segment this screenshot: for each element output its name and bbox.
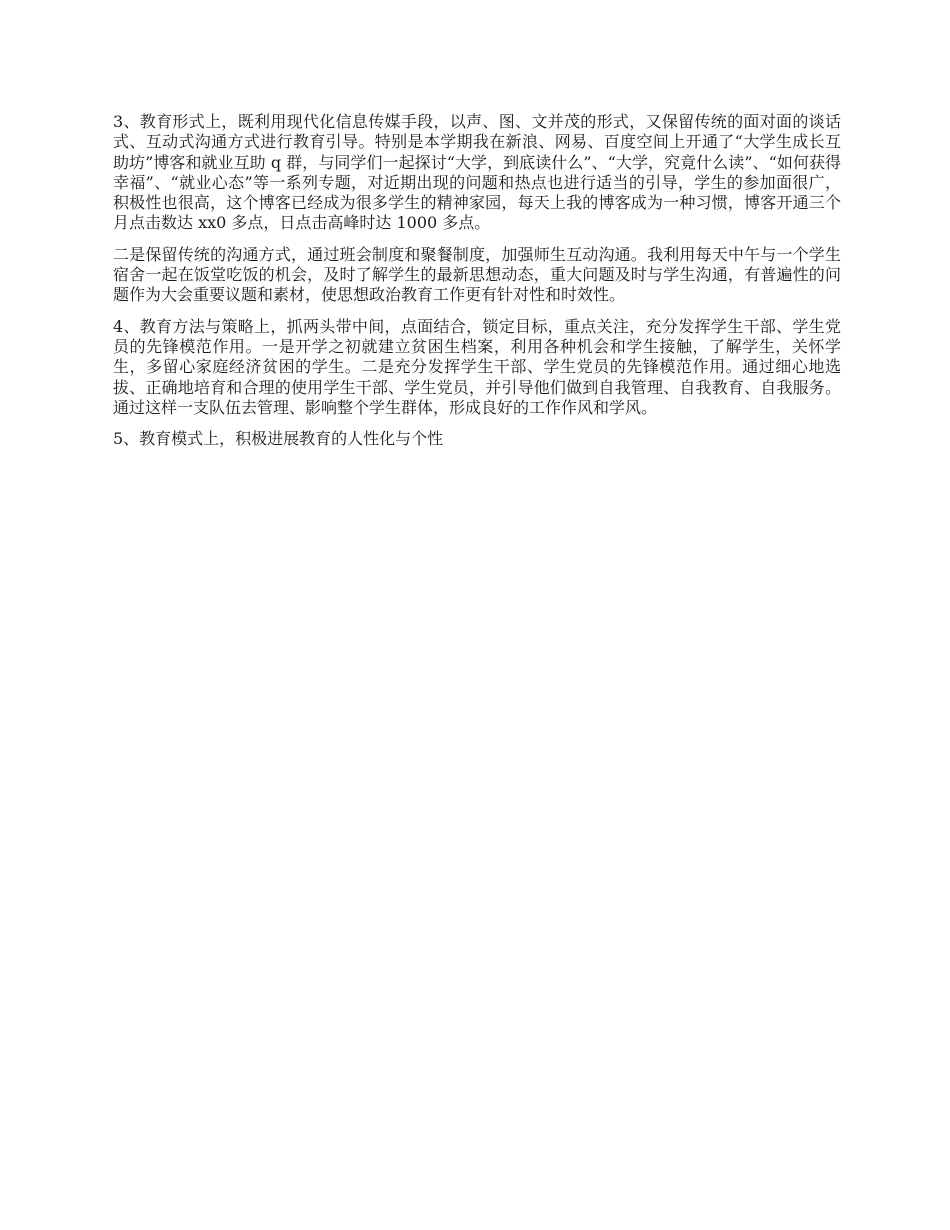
paragraph-traditional-communication: 二是保留传统的沟通方式，通过班会制度和聚餐制度，加强师生互动沟通。我利用每天中午与一个学生宿舍一起在饭堂吃饭的机会，及时了解学生的最新思想动态，重大问题及时与学生沟通，有普遍性的问题作为大会重要议题和素材，使思想政治教育工作更有针对性和时效性。 [113,244,841,305]
paragraph-education-model: 5、教育模式上，积极进展教育的人性化与个性 [113,429,444,449]
paragraph-education-format: 3、教育形式上，既利用现代化信息传媒手段，以声、图、文并茂的形式，又保留传统的面对面的谈话式、互动式沟通方式进行教育引导。特别是本学期我在新浪、网易、百度空间上开通了“大学生成长互助坊”博客和就业互助 q 群，与同学们一起探讨“大学，到底读什么”、“大学，究竟什么读”、“如何获得幸福”、“就业心态”等一系列专题，对近期出现的问题和热点也进行适当的引导，学生的参加面很广，积极性也很高，这个博客已经成为很多学生的精神家园，每天上我的博客成为一种习惯，博客开通三个月点击数达 xx0 多点，日点击高峰时达 1000 多点。 [113,112,841,233]
paragraph-education-methods: 4、教育方法与策略上，抓两头带中间，点面结合，锁定目标，重点关注，充分发挥学生干部、学生党员的先锋模范作用。一是开学之初就建立贫困生档案，利用各种机会和学生接触，了解学生，关怀学生，多留心家庭经济贫困的学生。二是充分发挥学生干部、学生党员的先锋模范作用。通过细心地选拔、正确地培育和合理的使用学生干部、学生党员，并引导他们做到自我管理、自我教育、自我服务。通过这样一支队伍去管理、影响整个学生群体，形成良好的工作作风和学风。 [113,316,841,417]
document-body [113,112,841,460]
